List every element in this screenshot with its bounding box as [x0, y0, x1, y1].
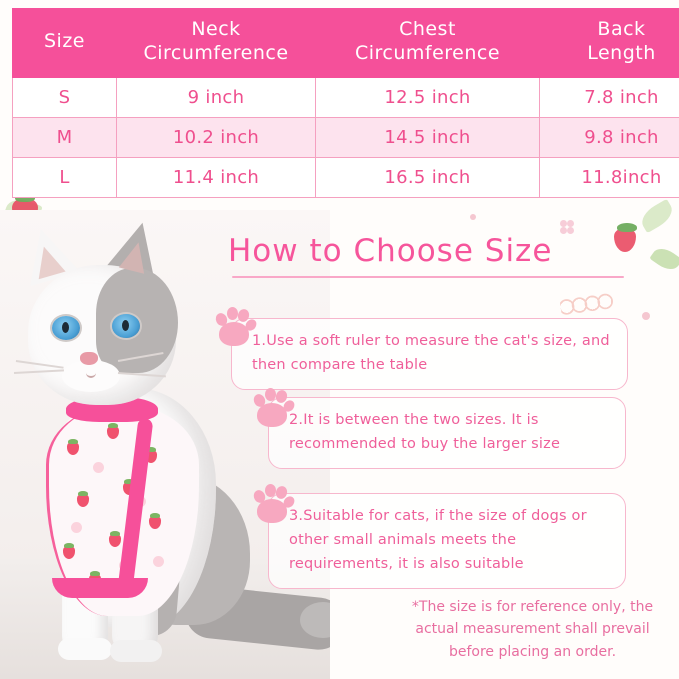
strawberry-print: [67, 442, 79, 455]
cat-eye-right: [112, 314, 140, 338]
strawberry-print: [77, 494, 89, 507]
cell-neck: 11.4 inch: [117, 157, 316, 197]
size-table-head: [13, 9, 679, 78]
header-chest: [316, 9, 540, 78]
header-back: [540, 9, 679, 78]
paw-icon: [248, 384, 296, 432]
header-back-line2: Length: [587, 41, 656, 64]
cell-size: S: [13, 77, 117, 117]
table-row: [13, 157, 679, 197]
header-neck-line2: Circumference: [143, 41, 289, 64]
header-chest-line1: Chest: [399, 18, 456, 40]
cat-eye-left: [52, 316, 80, 340]
cell-size: L: [13, 157, 117, 197]
header-size: [13, 9, 117, 78]
header-chest-line2: Circumference: [354, 41, 501, 64]
tip-item-2: 2.It is between the two sizes. It is recommended to buy the larger size: [268, 397, 626, 469]
strawberry-print: [63, 546, 75, 559]
size-table-container: [12, 8, 667, 198]
cell-chest: 16.5 inch: [316, 157, 540, 197]
flower-print: [71, 522, 82, 533]
strawberry-decor: [614, 228, 636, 252]
cell-back: 7.8 inch: [540, 77, 679, 117]
cell-back: 11.8inch: [540, 157, 679, 197]
cell-neck: 9 inch: [117, 77, 316, 117]
strawberry-print: [149, 516, 161, 529]
cell-back: 9.8 inch: [540, 117, 679, 157]
size-table: [12, 8, 679, 198]
table-row: [13, 77, 679, 117]
table-header-row: [13, 9, 679, 78]
header-neck-line1: Neck: [191, 18, 241, 40]
paw-icon: [248, 480, 296, 528]
cat-paw-left: [58, 638, 112, 660]
cell-neck: 10.2 inch: [117, 117, 316, 157]
suit-trim-bottom: [52, 578, 148, 598]
page-title: How to Choose Size: [228, 233, 553, 269]
cat-mouth: [86, 368, 96, 378]
tip-item-3: 3.Suitable for cats, if the size of dogs or other small animals meets the requirements, it is also suitable: [268, 493, 626, 589]
cell-chest: 12.5 inch: [316, 77, 540, 117]
strawberry-print: [109, 534, 121, 547]
header-neck: [117, 9, 316, 78]
cat-nose: [80, 352, 98, 365]
disclaimer-text: *The size is for reference only, the actual measurement shall prevail before placing an order.: [411, 599, 654, 660]
table-row: [13, 117, 679, 157]
header-back-line1: Back: [597, 18, 646, 40]
cell-size: M: [13, 117, 117, 157]
paw-icon: [210, 303, 258, 351]
flower-print: [93, 462, 104, 473]
dot-decor: [642, 312, 650, 320]
cell-chest: 14.5 inch: [316, 117, 540, 157]
leaf-decor: [637, 199, 676, 233]
flower-print: [153, 556, 164, 567]
tip-item-1: 1.Use a soft ruler to measure the cat's size, and then compare the table: [231, 318, 628, 390]
header-size-line1: Size: [43, 29, 85, 52]
title-underline: [232, 276, 624, 278]
cat-paw-right: [110, 640, 162, 662]
strawberry-print: [107, 426, 119, 439]
dot-decor: [470, 214, 476, 220]
size-table-body: [13, 77, 679, 197]
leaf-decor: [649, 244, 679, 275]
squiggle-decor: [559, 286, 616, 315]
flower-decor: [560, 220, 574, 234]
